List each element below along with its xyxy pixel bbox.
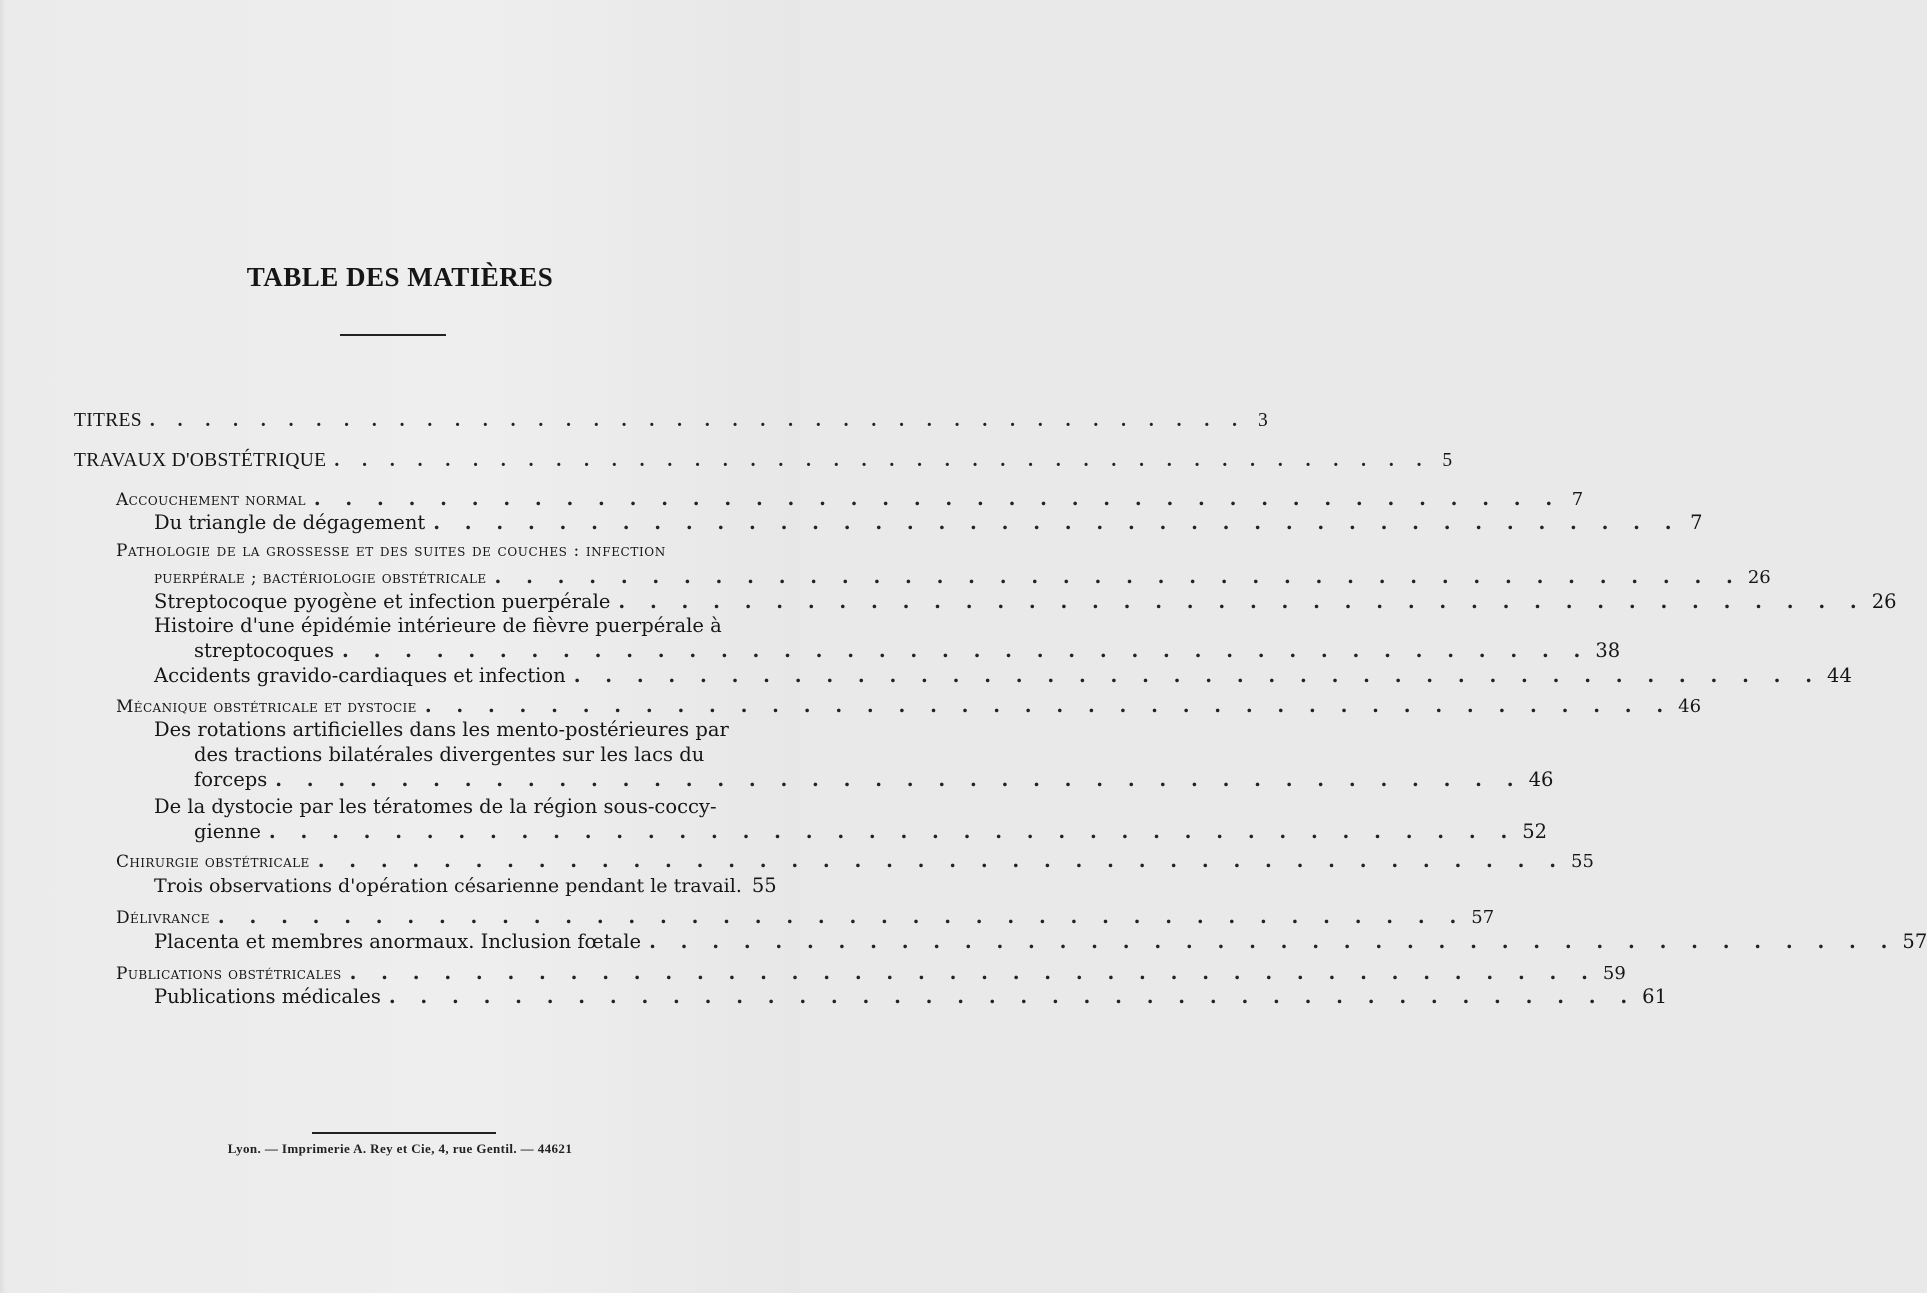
toc-entry-delivrance [116,905,1495,928]
entry-page: 3 [1257,410,1269,431]
entry-page: 52 [1522,820,1548,843]
entry-label: Accouchement normal [116,490,306,510]
entry-label: Accidents gravido-cardiaques et infection [154,664,566,687]
dot-leader: . . . . . . . . . . . . . . . . . . . . . . . . . . . . . . . . . . . . . . . . [268,820,1517,843]
entry-page: 26 [1747,567,1771,588]
entry-label: Placenta et membres anormaux. Inclusion fœtale [154,930,642,953]
entry-page: 55 [1571,851,1594,872]
toc-entry-publications-medicales [154,985,1667,1008]
entry-label: puerpérale ; bactériologie obstétricale [154,568,487,588]
dot-leader: . . . . . . . . . . . . . . . . . . . . . . . . . . . . . . . . . . . . . . . . [424,694,1673,717]
dot-leader: . . . . . . . . . . . . . . . . . . . . . . . . . . . . . . . . . . . . . . . . [275,768,1523,791]
toc-entry-rotations-line1: Des rotations artificielles dans les mento-postérieures par [154,718,729,741]
toc-entry-histoire [194,639,1621,662]
dot-leader: . . . . . . . . . . . . . . . . . . . . . . . . . . . . . . . . . . . . . . . . [313,487,1562,510]
dot-leader: . . . . . . . . . . . . . . . . . . . . . . . . . . . . . . . . . . . . . . . . [649,930,1897,953]
entry-page: 5 [1442,450,1453,471]
entry-label: Mécanique obstétricale et dystocie [116,697,417,717]
entry-label: Du triangle de dégagement [154,511,426,534]
toc-entry-pathologie-line1: Pathologie de la grossesse et des suites de couches : infection [116,541,666,561]
entry-label: Trois observations d'opération césarienne pendant le travail. [154,875,742,897]
entry-page: 7 [1571,489,1584,510]
entry-page: 38 [1595,639,1621,662]
entry-page: 26 [1871,590,1897,613]
entry-label: forceps [194,768,268,791]
dot-leader: . . . . . . . . . . . . . . . . . . . . . . . . . . . . . . . . . . . . . . . . [342,639,1590,662]
entry-page: 61 [1642,985,1667,1008]
toc-entry-rotations [194,768,1554,791]
toc-entry-triangle [154,511,1703,534]
toc-entry-accidents [154,664,1852,687]
toc-entry-chirurgie [116,849,1594,872]
dot-leader: . . . . . . . . . . . . . . . . . . . . . . . . . . . . . . . . . . . . . . . . [149,410,1247,431]
dot-leader: . . . . . . . . . . . . . . . . . . . . . . . . . . . . . . . . . . . . . . . . [433,511,1681,534]
dot-leader: . . . . . . . . . . . . . . . . . . . . . . . . . . . . . . . . . . . . . . . . [349,961,1597,984]
entry-label: TITRES [74,410,142,431]
page-title: TABLE DES MATIÈRES [246,262,554,292]
dot-leader: . . . . . . . . . . . . . . . . . . . . . . . . . . . . . . . . . . . . . . . . [494,565,1742,588]
entry-page: 46 [1528,768,1554,791]
footer-rule [312,1132,496,1134]
dot-leader: . . . . . . . . . . . . . . . . . . . . . . . . . . . . . . . . . . . . . . . . [217,905,1466,928]
entry-page: 44 [1827,664,1852,687]
toc-entry-titres [74,410,1269,432]
toc-entry-mecanique [116,694,1702,717]
entry-label: Publications obstétricales [116,964,342,984]
toc-entry-publications-obstetricales [116,961,1626,984]
entry-page: 59 [1602,963,1626,984]
entry-label: Délivrance [116,908,210,928]
entry-label: gienne [194,820,261,843]
toc-entry-dystocie [194,820,1548,843]
toc-entry-histoire-line1: Histoire d'une épidémie intérieure de fièvre puerpérale à [154,614,722,637]
dot-leader: . . . . . . . . . . . . . . . . . . . . . . . . . . . . . . . . . . . . . . . . [618,590,1866,613]
dot-leader: . . . . . . . . . . . . . . . . . . . . . . . . . . . . . . . . . . . . . . . . [334,450,1431,471]
dot-leader: . . . . . . . . . . . . . . . . . . . . . . . . . . . . . . . . . . . . . . . . [388,985,1637,1008]
toc-entry-dystocie-line1: De la dystocie par les tératomes de la région sous-coccy- [154,795,717,818]
printer-imprint: Lyon. — Imprimerie A. Rey et Cie, 4, rue Gentil. — 44621 [227,1141,573,1156]
dot-leader: . . . . . . . . . . . . . . . . . . . . . . . . . . . . . . . . . . . . . . . . [317,849,1566,872]
entry-label: streptocoques [194,639,335,662]
entry-label: Publications médicales [154,985,381,1008]
toc-entry-accouchement [116,487,1584,510]
toc-entry-rotations-line2: des tractions bilatérales divergentes sur les lacs du [194,743,705,766]
dot-leader: . . . . . . . . . . . . . . . . . . . . . . . . . . . . . . . . . . . . . . . . [573,664,1822,687]
entry-page: 57 [1471,907,1495,928]
entry-page: 57 [1902,930,1927,953]
entry-label: TRAVAUX D'OBSTÉTRIQUE [74,450,327,471]
entry-page: 7 [1690,511,1703,534]
toc-entry-trois [154,874,777,897]
entry-page: 55 [751,874,777,897]
toc-entry-streptocoque [154,590,1897,613]
toc-entry-placenta [154,930,1927,953]
entry-page: 46 [1678,696,1702,717]
toc-entry-travaux [74,450,1453,472]
entry-label: Streptocoque pyogène et infection puerpérale [154,590,611,613]
toc-entry-pathologie [154,565,1771,588]
entry-label: Chirurgie obstétricale [116,852,310,872]
